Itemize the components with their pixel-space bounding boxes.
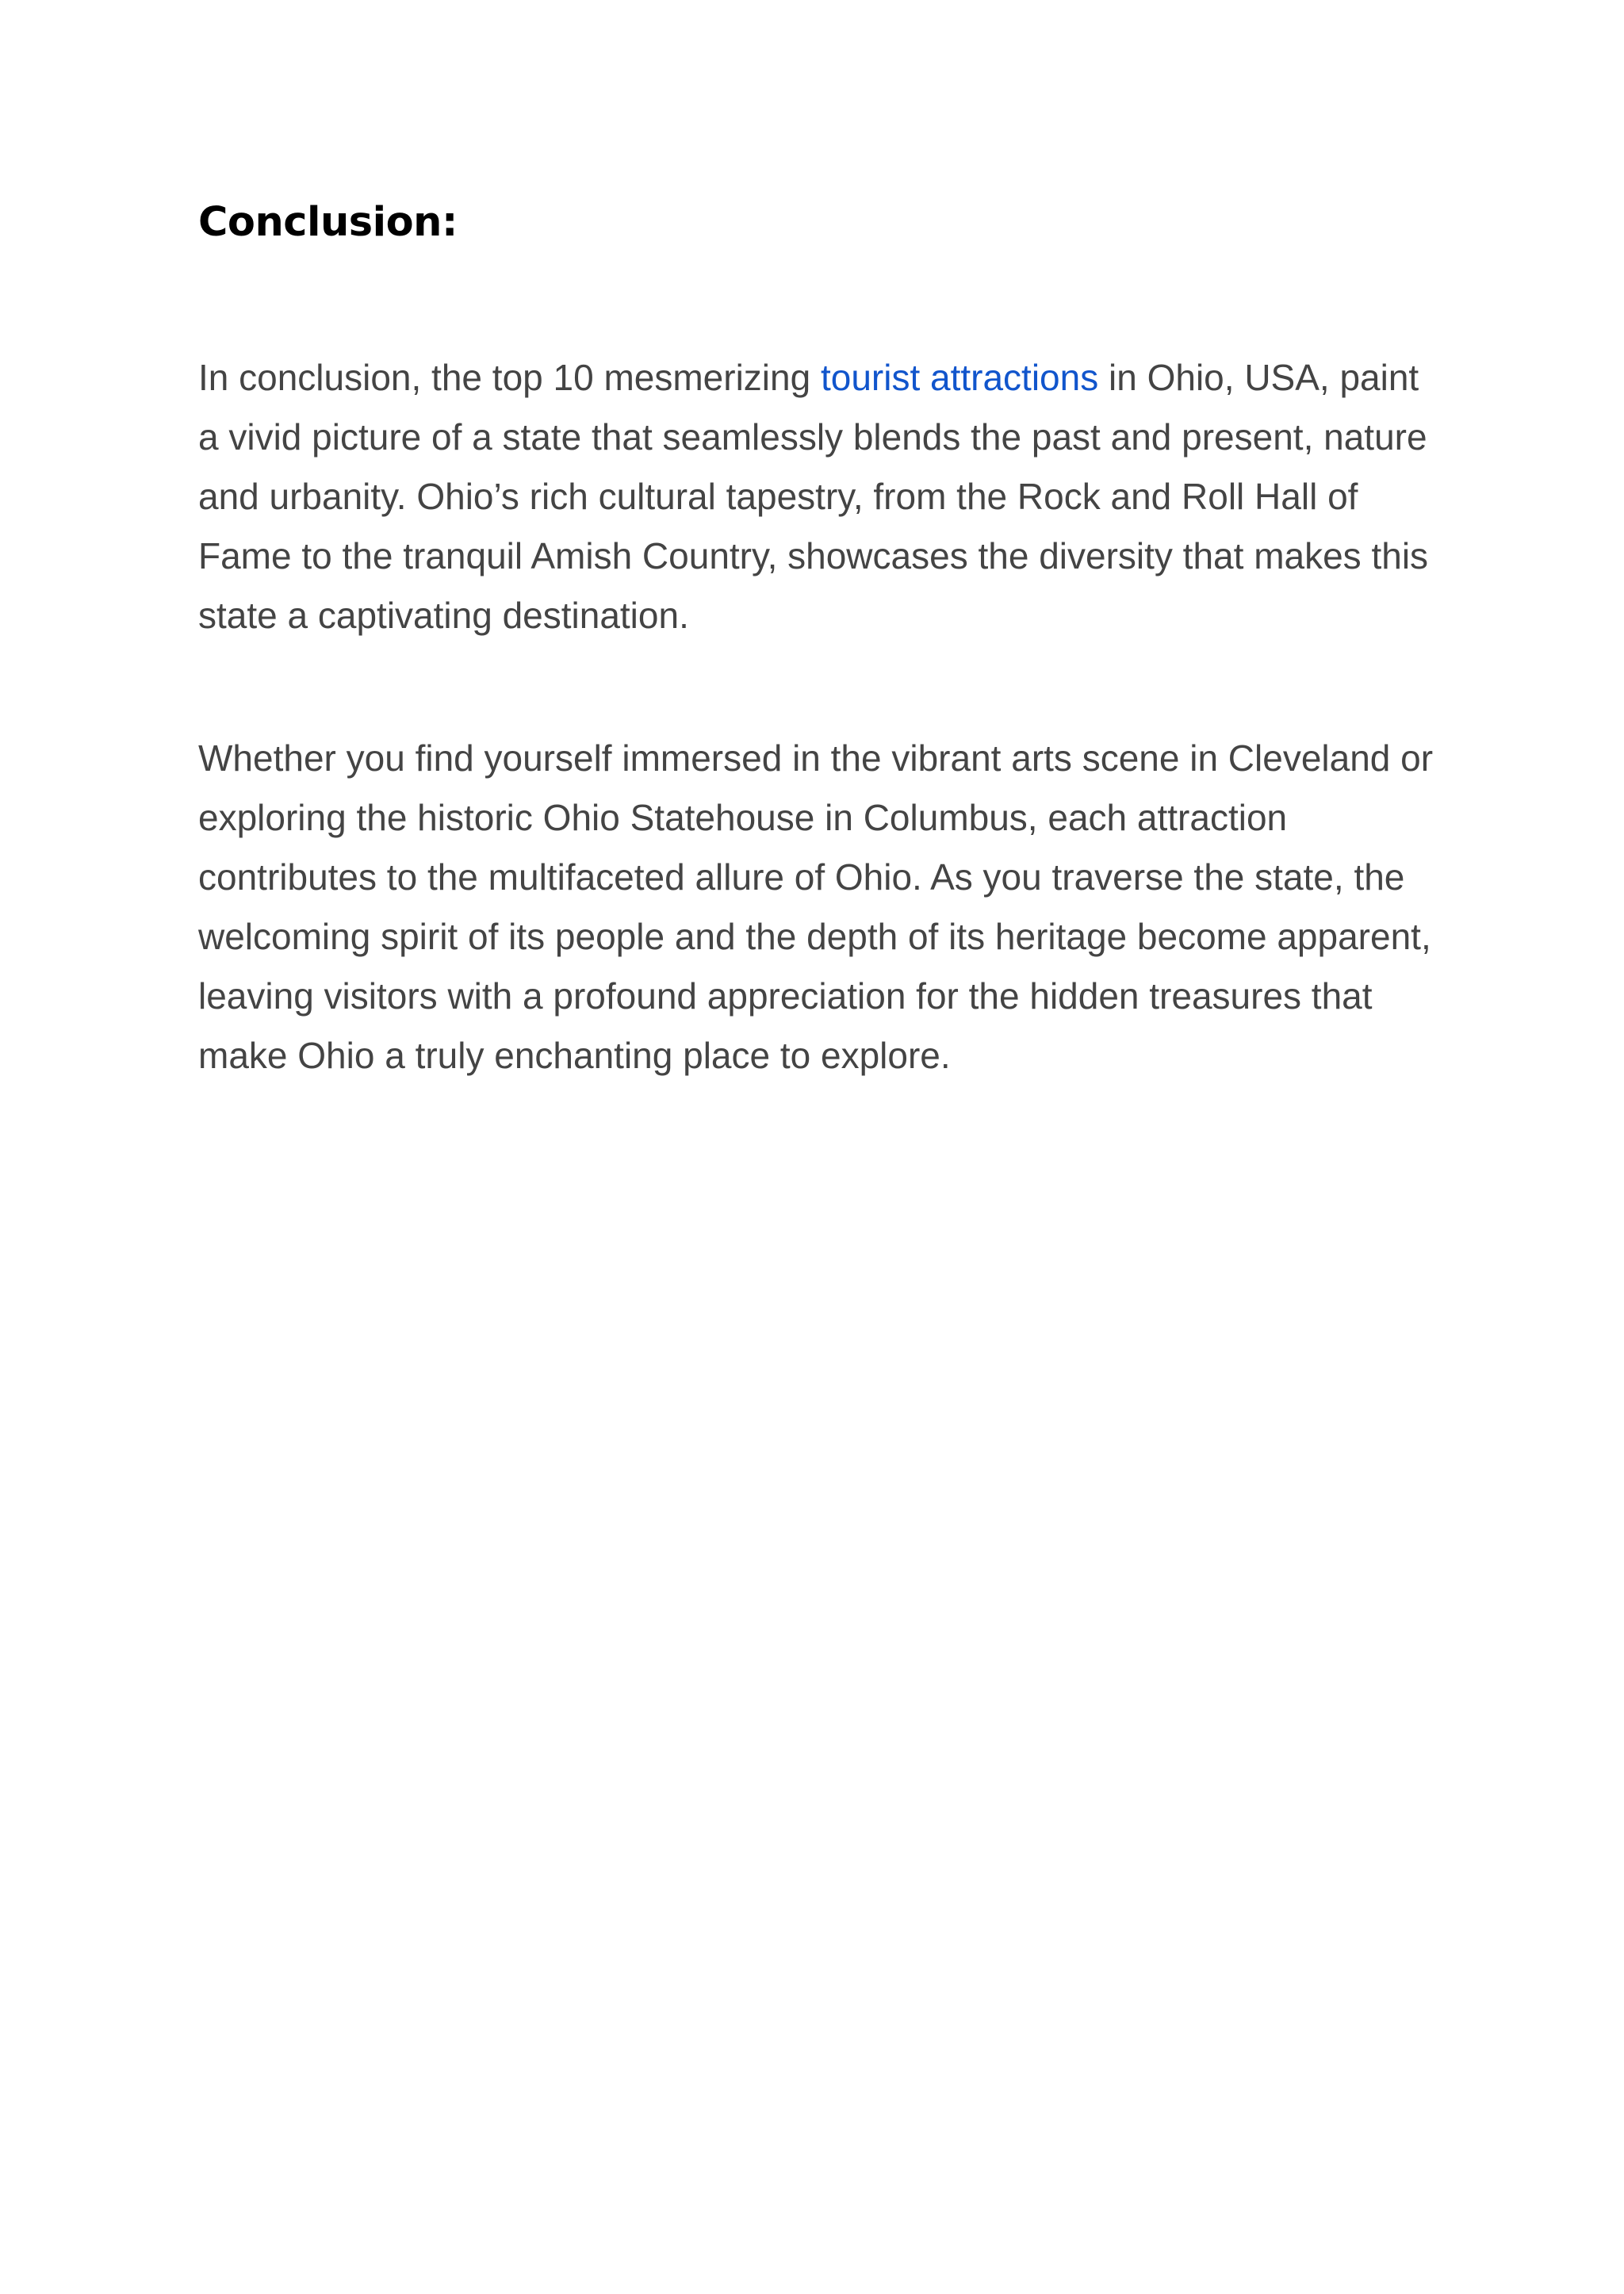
paragraph-1-text-start: In conclusion, the top 10 mesmerizing bbox=[198, 357, 821, 398]
conclusion-paragraph-1 bbox=[198, 348, 1435, 645]
tourist-attractions-link[interactable]: tourist attractions bbox=[820, 357, 1099, 398]
paragraph-1-text-end: in Ohio, USA, paint a vivid picture of a state that seamlessly blends the past and present, nature and urbanity. Ohio’s rich cultural tapestry, from the Rock and Roll Hall of Fame to the tranquil Amish Country, showcases the diversity that makes this state a captivating destination. bbox=[198, 357, 1429, 636]
conclusion-paragraph-2: Whether you find yourself immersed in the vibrant arts scene in Cleveland or exploring the historic Ohio Statehouse in Columbus, each attraction contributes to the multifaceted allure of Ohio. As you traverse the state, the welcoming spirit of its people and the depth of its heritage become apparent, leaving visitors with a profound appreciation for the hidden treasures that make Ohio a truly enchanting place to explore. bbox=[198, 737, 1434, 1076]
section-heading: Conclusion: bbox=[198, 199, 458, 246]
document-content bbox=[198, 197, 1435, 1086]
